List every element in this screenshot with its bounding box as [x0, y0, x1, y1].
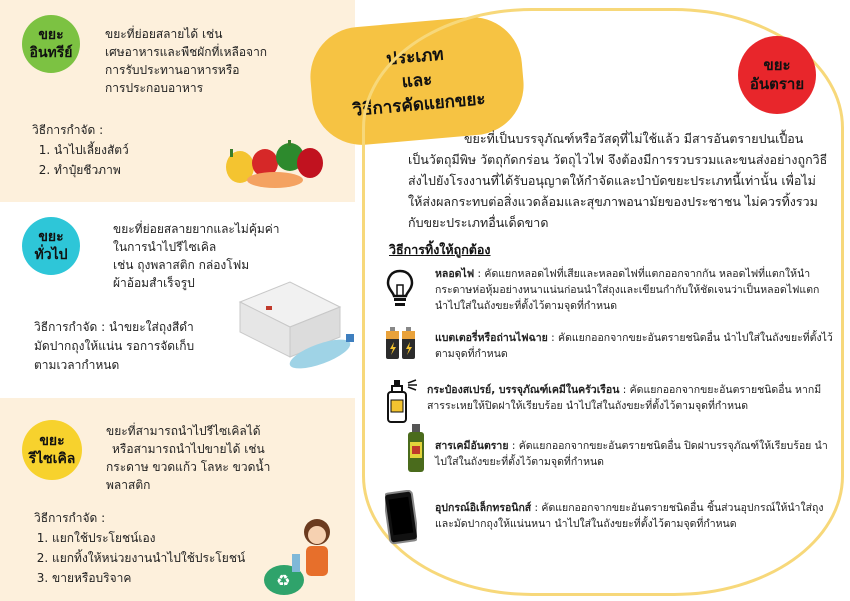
- phone-icon: [385, 490, 417, 545]
- battery-icon: [384, 326, 418, 362]
- general-method-line: ตามเวลากำหนด: [34, 358, 120, 372]
- general-method-line: มัดปากถุงให้แน่น รอการจัดเก็บ: [34, 339, 195, 353]
- title-line-2: และ: [400, 69, 434, 93]
- general-desc-line: เช่น ถุงพลาสติก กล่องโฟม: [113, 258, 250, 272]
- recycle-badge-line2: รีไซเคิล: [28, 451, 76, 467]
- general-badge: [22, 217, 80, 275]
- hazard-item-text: : คัดแยกออกจากขยะอันตรายชนิดอื่น หากมีสารระเหยให้ปิดฝาให้เรียบร้อย นำไปใส่ในถังขยะที่ตั้งไว้ตามจุดที่กำหนด: [427, 384, 822, 412]
- recycle-method-title: วิธีการกำจัด :: [34, 511, 106, 525]
- organic-method-item: 2. ทำปุ๋ยชีวภาพ: [54, 160, 129, 180]
- recycle-badge-line1: ขยะ: [39, 433, 65, 449]
- spray-can-icon: [380, 378, 420, 424]
- general-desc-line: ในการนำไปรีไซเคิล: [113, 240, 217, 254]
- hazardous-badge-line1: ขยะ: [763, 56, 791, 74]
- vegetables-illustration: [210, 135, 335, 195]
- organic-desc-line: การรับประทานอาหารหรือ: [105, 63, 240, 77]
- organic-desc-line: ขยะที่ย่อยสลายได้ เช่น: [105, 27, 223, 41]
- title-line-3: วิธีการคัดแยกขยะ: [351, 89, 487, 121]
- recycle-method: [34, 508, 245, 588]
- organic-description: [105, 25, 267, 97]
- organic-badge-line2: อินทรีย์: [29, 45, 73, 61]
- recycle-badge: [22, 420, 82, 480]
- title-line-1: ประเภท: [385, 44, 445, 70]
- hazard-item-text: : คัดแยกหลอดไฟที่เสียและหลอดไฟที่แตกออกจากกัน หลอดไฟที่แตกให้นำกระดาษห่อหุ้มอย่างหนาแน่นก่อนนำใส่ถุงและเขียนกำกับให้ชัดเจนว่าเป็นหลอดไฟแตก นำไปใส่ในถังขยะที่ตั้งไว้ตามจุดที่กำหนด: [435, 268, 820, 312]
- chemical-bottle-icon: [405, 424, 427, 474]
- hazard-item-chemical: [435, 438, 835, 470]
- organic-desc-line: การประกอบอาหาร: [105, 81, 204, 95]
- organic-method-title: วิธีการกำจัด :: [32, 123, 104, 137]
- recycle-desc-line: หรือสามารถนำไปขายได้ เช่น: [112, 442, 265, 456]
- hazard-item-lightbulb: [435, 266, 835, 314]
- general-desc-line: ขยะที่ย่อยสลายยากและไม่คุ้มค่า: [113, 222, 280, 236]
- general-desc-line: ผ้าอ้อมสำเร็จรูป: [113, 276, 195, 290]
- svg-text:♻: ♻: [276, 571, 291, 590]
- hazard-item-name: อุปกรณ์อิเล็กทรอนิกส์: [435, 502, 532, 514]
- organic-badge: [22, 15, 80, 73]
- general-badge-line2: ทั่วไป: [34, 247, 68, 263]
- recycle-desc-line: กระดาษ ขวดแก้ว โลหะ ขวดน้ำ: [106, 460, 271, 474]
- recycle-method-item: 2. แยกทิ้งให้หน่วยงานนำไปใช้ประโยชน์: [52, 548, 245, 568]
- organic-badge-line1: ขยะ: [38, 27, 64, 43]
- organic-desc-line: เศษอาหารและพืชผักที่เหลือจาก: [105, 45, 268, 59]
- hazardous-badge: [738, 36, 816, 114]
- organic-method: [32, 120, 129, 180]
- recycle-desc-line: พลาสติก: [106, 478, 151, 492]
- recycle-method-item: 3. ขายหรือบริจาค: [52, 568, 245, 588]
- recycle-method-item: 1. แยกใช้ประโยชน์เอง: [52, 528, 245, 548]
- howto-title: วิธีการทิ้งให้ถูกต้อง: [389, 242, 491, 257]
- recycle-description: [106, 422, 270, 494]
- foam-box-bottle-illustration: [210, 262, 355, 382]
- hazard-item-spray: [427, 382, 839, 414]
- girl-recycling-illustration: [262, 510, 342, 600]
- hazard-item-text: : คัดแยกออกจากขยะอันตรายชนิดอื่น ปิดฝาบรรจุภัณฑ์ให้เรียบร้อย นำไปใส่ในถังขยะที่ตั้งไว้ตามจุดที่กำหนด: [435, 440, 828, 468]
- hazard-item-name: สารเคมีอันตราย: [435, 440, 509, 452]
- hazard-item-name: หลอดไฟ: [435, 268, 475, 280]
- hazard-item-name: แบตเตอรี่หรือถ่านไฟฉาย: [435, 332, 548, 344]
- recycle-desc-line: ขยะที่สามารถนำไปรีไซเคิลได้: [106, 424, 261, 438]
- hazard-item-name: กระป๋องสเปรย์, บรรจุภัณฑ์เคมีในครัวเรือน: [427, 384, 620, 396]
- hazard-item-text: : คัดแยกออกจากขยะอันตรายชนิดอื่น ชิ้นส่วนอุปกรณ์ให้นำใส่ถุงและมัดปากถุงให้แน่นหนา นำไปใส่ในถังขยะที่ตั้งไว้ตามจุดที่กำหนด: [435, 502, 824, 530]
- organic-method-item: 1. นำไปเลี้ยงสัตว์: [54, 140, 129, 160]
- general-method: [34, 318, 194, 375]
- general-method-line: วิธีการกำจัด : นำขยะใส่ถุงสีดำ: [34, 320, 194, 334]
- hazard-item-electronics: [435, 500, 835, 532]
- lightbulb-icon: [385, 268, 415, 310]
- hazard-item-battery: [435, 330, 835, 362]
- hazardous-badge-line2: อันตราย: [749, 75, 805, 93]
- hazardous-intro: ขยะที่เป็นบรรจุภัณฑ์หรือวัสดุที่ไม่ใช้แล้ว มีสารอันตรายปนเปื้อน เป็นวัตถุมีพิษ วัตถุกัดกร่อน วัตถุไวไฟ จึงต้องมีการรวบรวมและขนส่งอย่างถูกวิธี ส่งไปยังโรงงานที่ได้รับอนุญาตให้กำจัดและบำบัดขยะประเภทนี้เท่านั้น เพื่อไม่ให้ส่งผลกระทบต่อสิ่งแวดล้อมและสุขภาพอนามัยของประชาชน ไม่ควรทิ้งรวมกับขยะประเภทอื่นเด็ดขาด: [408, 131, 828, 230]
- hazard-item-text: : คัดแยกออกจากขยะอันตรายชนิดอื่น นำไปใส่ในถังขยะที่ตั้งไว้ตามจุดที่กำหนด: [435, 332, 833, 360]
- general-badge-line1: ขยะ: [38, 229, 64, 245]
